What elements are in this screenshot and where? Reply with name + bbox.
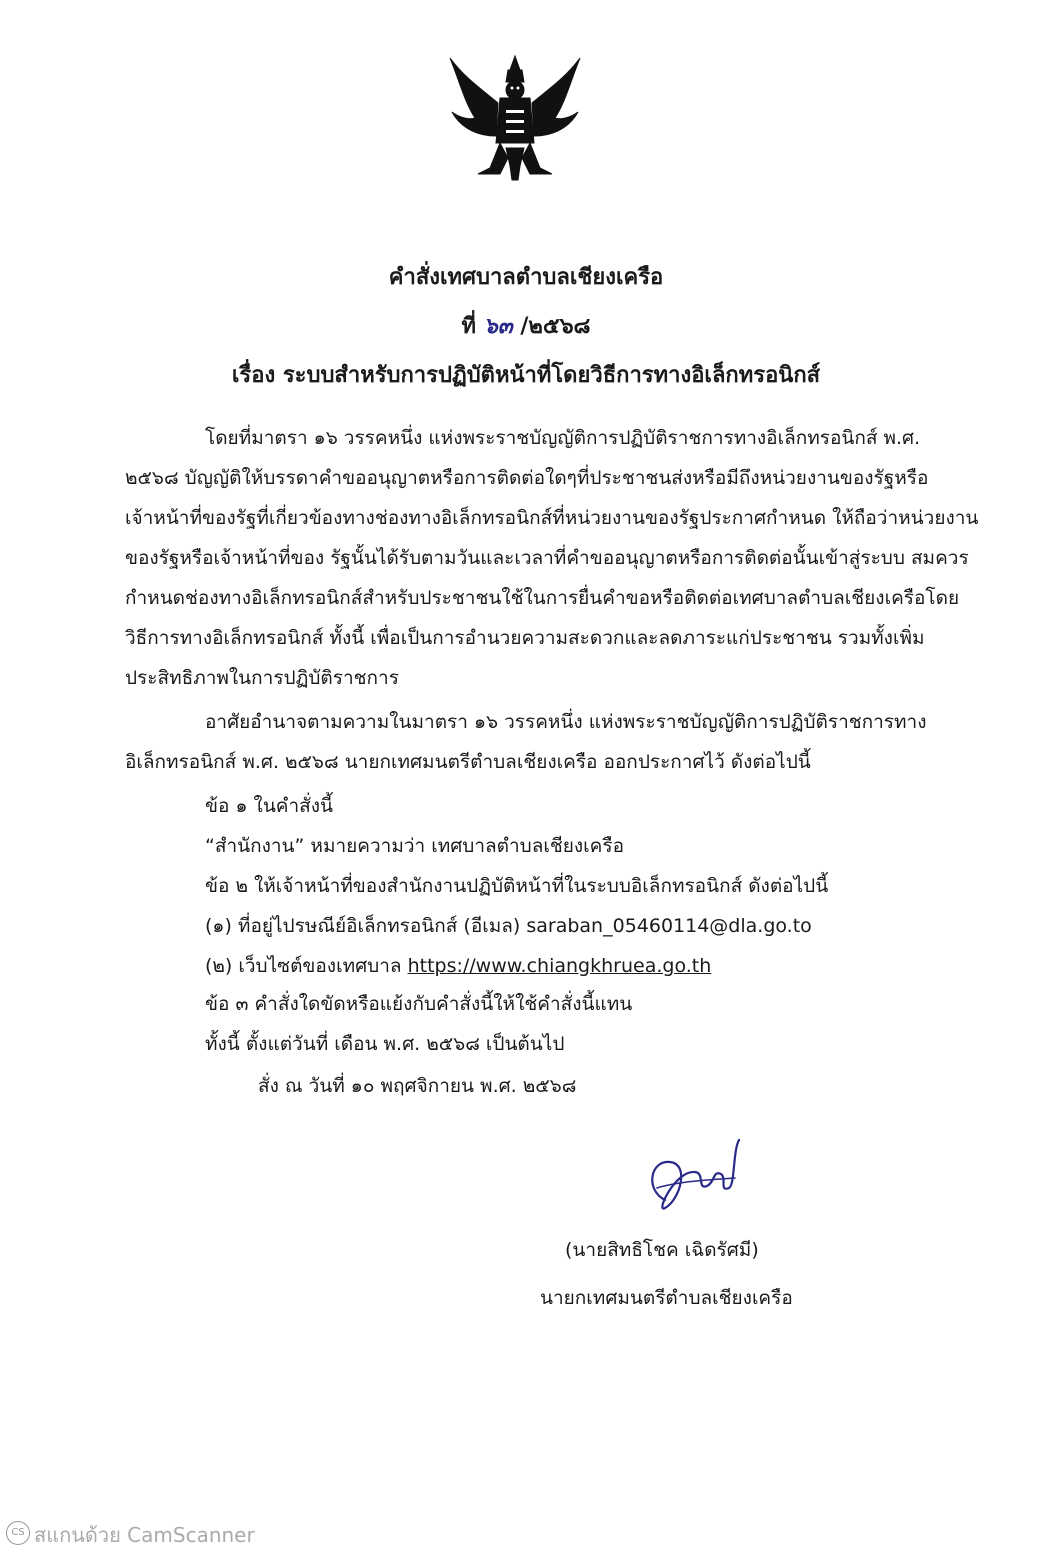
- paragraph1-line: กำหนดช่องทางอิเล็กทรอนิกส์สำหรับประชาชนใช้ในการยื่นคำขอหรือติดต่อเทศบาลตำบลเชียงเครือโดย: [125, 587, 960, 609]
- website-label: (๒) เว็บไซต์ของเทศบาล: [205, 955, 402, 977]
- signatory-position: นายกเทศมนตรีตำบลเชียงเครือ: [540, 1287, 793, 1309]
- signatory-name: (นายสิทธิโชค เฉิดรัศมี): [565, 1239, 759, 1261]
- paragraph1-line: ของรัฐหรือเจ้าหน้าที่ของ รัฐนั้นได้รับตามวันและเวลาที่คำขออนุญาตหรือการติดต่อนั้นเข้าสู่ระบบ สมควร: [125, 547, 969, 569]
- definition: “สำนักงาน” หมายความว่า เทศบาลตำบลเชียงเครือ: [205, 835, 625, 857]
- number-prefix: ที่: [461, 314, 477, 339]
- document-number: [0, 312, 1052, 341]
- website-link[interactable]: https://www.chiangkhruea.go.th: [407, 955, 712, 977]
- paragraph1-line: เจ้าหน้าที่ของรัฐที่เกี่ยวข้องทางช่องทางอิเล็กทรอนิกส์ที่หน่วยงานของรัฐประกาศกำหนด ให้ถือว่าหน่วยงาน: [125, 507, 979, 529]
- clause-2: ข้อ ๒ ให้เจ้าหน้าที่ของสำนักงานปฏิบัติหน้าที่ในระบบอิเล็กทรอนิกส์ ดังต่อไปนี้: [205, 875, 829, 897]
- paragraph2-line: อิเล็กทรอนิกส์ พ.ศ. ๒๕๖๘ นายกเทศมนตรีตำบลเชียงเครือ ออกประกาศไว้ ดังต่อไปนี้: [125, 751, 811, 773]
- clause-3: ข้อ ๓ คำสั่งใดขัดหรือแย้งกับคำสั่งนี้ให้ใช้คำสั่งนี้แทน: [205, 993, 633, 1015]
- handwritten-signature: [635, 1130, 755, 1220]
- item-website: [205, 952, 711, 980]
- order-date: สั่ง ณ วันที่ ๑๐ พฤศจิกายน พ.ศ. ๒๕๖๘: [258, 1075, 577, 1097]
- paragraph1-line: วิธีการทางอิเล็กทรอนิกส์ ทั้งนี้ เพื่อเป็นการอำนวยความสะดวกและลดภาระแก่ประชาชน รวมทั้งเพิ่ม: [125, 627, 925, 649]
- camscanner-logo-icon: CS: [6, 1521, 30, 1545]
- clause-1: ข้อ ๑ ในคำสั่งนี้: [205, 795, 334, 817]
- paragraph1-line: ประสิทธิภาพในการปฏิบัติราชการ: [125, 667, 399, 689]
- item-email: (๑) ที่อยู่ไปรษณีย์อิเล็กทรอนิกส์ (อีเมล) saraban_05460114@dla.go.to: [205, 915, 812, 937]
- number-suffix: /๒๕๖๘: [520, 314, 591, 339]
- document-subject: เรื่อง ระบบสำหรับการปฏิบัติหน้าที่โดยวิธีการทางอิเล็กทรอนิกส์: [231, 363, 821, 388]
- camscanner-watermark: สแกนด้วย CamScanner: [34, 1523, 255, 1547]
- garuda-emblem: [440, 48, 590, 198]
- document-title: คำสั่งเทศบาลตำบลเชียงเครือ: [388, 265, 664, 290]
- paragraph1-line: โดยที่มาตรา ๑๖ วรรคหนึ่ง แห่งพระราชบัญญัติการปฏิบัติราชการทางอิเล็กทรอนิกส์ พ.ศ.: [205, 427, 921, 449]
- handwritten-number: ๖๓: [483, 313, 513, 339]
- paragraph2-line: อาศัยอำนาจตามความในมาตรา ๑๖ วรรคหนึ่ง แห่งพระราชบัญญัติการปฏิบัติราชการทาง: [205, 711, 927, 733]
- effective-date: ทั้งนี้ ตั้งแต่วันที่ เดือน พ.ศ. ๒๕๖๘ เป็นต้นไป: [205, 1033, 565, 1055]
- paragraph1-line: ๒๕๖๘ บัญญัติให้บรรดาคำขออนุญาตหรือการติดต่อใดๆที่ประชาชนส่งหรือมีถึงหน่วยงานของรัฐหรือ: [125, 467, 929, 489]
